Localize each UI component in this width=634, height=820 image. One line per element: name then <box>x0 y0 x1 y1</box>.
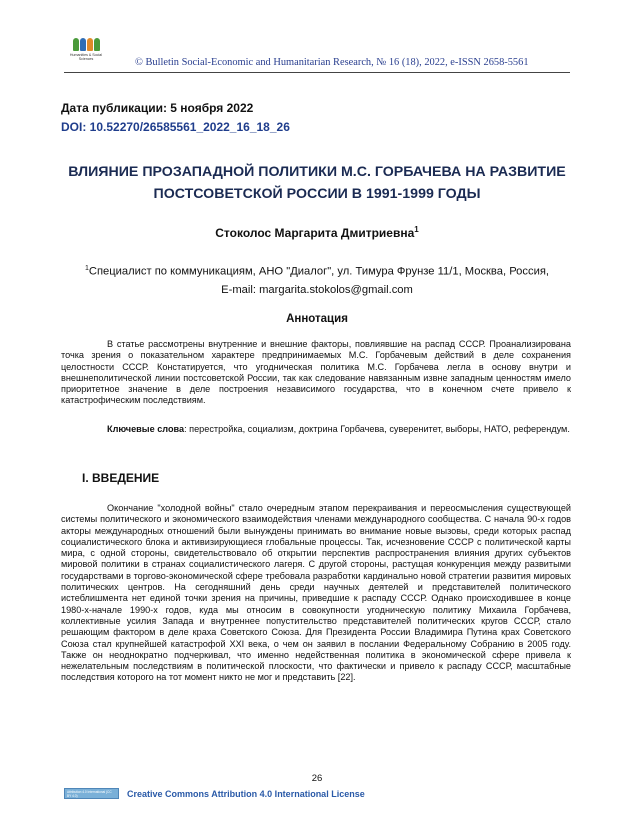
title-line-1: ВЛИЯНИЕ ПРОЗАПАДНОЙ ПОЛИТИКИ М.С. ГОРБАЧЕВА НА РАЗВИТИЕ <box>68 164 566 180</box>
logo-text: Humanities & Social Sciences <box>69 53 103 62</box>
author-email[interactable]: E-mail: margarita.stokolos@gmail.com <box>221 283 413 296</box>
cc-license-badge[interactable]: Attribution 4.0 International (CC BY 4.0) <box>64 788 119 799</box>
keywords-label: Ключевые слова <box>107 424 185 434</box>
author-name-text: Стоколос Маргарита Дмитриевна <box>215 226 415 240</box>
body-paragraph: Окончание "холодной войны" стало очередным этапом перекраивания и переосмысления существующей системы политического и экономического взаимодействия членами международного сообщества. С начала 90-х годов акторы международных отношений были вынуждены принимать во внимание новые вызовы, среди которых распад социалистического блока и активизирующиеся глобальные процессы. Так, исчезновение СССР с политической карты мира, с одной стороны, свидетельствовало об открытии перспектив распространения влияния других субъектов мировой политики в странах социалистического лагеря. С другой стороны, растущая конкуренция между развитыми государствами в торгово-экономической сфере требовала разработки кардинально новой стратегии развития мировых политических центров. На сегодняшний день среди научных деятелей и представителей политического истеблишмента нет единой точки зрения на причины, приведшие к распаду СССР. Однако происходившее в конце 1980-х-начале 1990-х годов, куда мы относим в совокупности угодническую политику Михаила Горбачева, коллективные усилия Запада и внутреннее попустительство представителей политических кругов СССР, стало решающим фактором в деле краха Советского Союза. Для Президента России Владимира Путина крах Советского Союза стал крупнейшей катастрофой XXI века, о чем он заявил в послании Федеральному Собранию в 2005 году. Также он неоднократно подчеркивал, что именно недейственная политика в экономической сфере привела к нежелательным последствиям в политической плоскости, что фактически и привело к распаду СССР, масштабные последствия которого на тот момент никто не мог и представить [22]. <box>61 503 571 683</box>
author-name <box>0 225 634 240</box>
abstract-text: В статье рассмотрены внутренние и внешние факторы, повлиявшие на распад СССР. Проанализирована точка зрения о показательном характере предпринимаемых М.С. Горбачевым действий в деле сохранения целостности СССР. Констатируется, что угодническая политика М.С. Горбачева легла в основу внутри и внешнеполитической линии постсоветской России, так как следование навязанным извне западным ценностям имело приоритетное значение в деле построения независимого государства, что в конечном счете привело к катастрофическим последствиям. <box>61 339 571 406</box>
keywords <box>61 424 571 435</box>
abstract-heading: Аннотация <box>286 313 348 325</box>
page-number: 26 <box>311 773 323 784</box>
keywords-text: : перестройка, социализм, доктрина Горбачева, суверенитет, выборы, НАТО, референдум. <box>184 424 570 434</box>
doi-link[interactable]: DOI: 10.52270/26585561_2022_16_18_26 <box>61 120 290 134</box>
affiliation-block <box>40 260 594 299</box>
journal-logo <box>64 38 108 61</box>
license-link[interactable]: Creative Commons Attribution 4.0 International License <box>127 789 365 799</box>
publication-date: Дата публикации: 5 ноября 2022 <box>61 101 254 115</box>
affiliation <box>40 260 594 281</box>
logo-figures-icon <box>64 38 108 52</box>
header-divider <box>64 72 570 73</box>
section-heading: I. ВВЕДЕНИЕ <box>82 471 160 485</box>
affiliation-text: Специалист по коммуникациям, АНО "Диалог", ул. Тимура Фрунзе 11/1, Москва, Россия, <box>88 265 549 278</box>
affiliation-superscript: 1 <box>84 265 89 272</box>
author-superscript: 1 <box>414 225 419 234</box>
journal-header: © Bulletin Social-Economic and Humanitarian Research, № 16 (18), 2022, e-ISSN 2658-5561 <box>135 57 529 68</box>
title-line-2: ПОСТСОВЕТСКОЙ РОССИИ В 1991-1999 ГОДЫ <box>153 186 481 202</box>
article-title <box>40 161 594 205</box>
